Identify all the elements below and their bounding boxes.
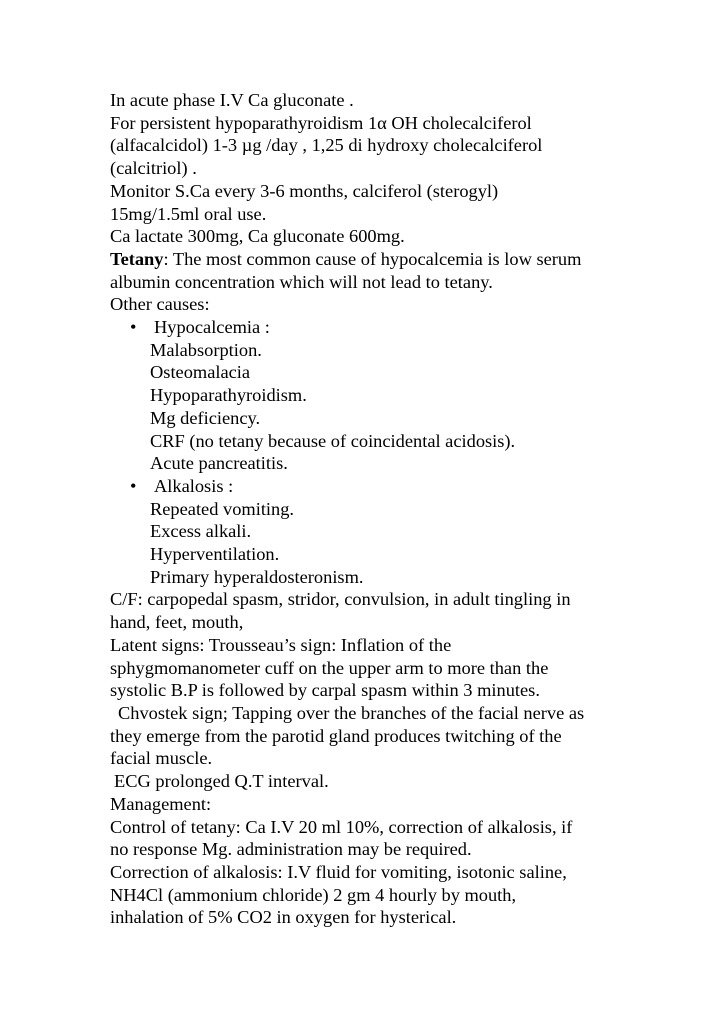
bullet-icon: • (130, 475, 137, 496)
cause-sub-item: Malabsorption. (150, 339, 262, 360)
chvostek-sign-line: they emerge from the parotid gland produces twitching of the (110, 725, 562, 746)
management-line: Control of tetany: Ca I.V 20 ml 10%, correction of alkalosis, if (110, 816, 573, 837)
document-page (110, 89, 710, 929)
clinical-features-line: hand, feet, mouth, (110, 612, 244, 633)
management-line: inhalation of 5% CO2 in oxygen for hysterical. (110, 907, 457, 928)
chvostek-sign-line: facial muscle. (110, 748, 213, 769)
tetany-definition-text: : The most common cause of hypocalcemia is low serum (163, 248, 582, 269)
latent-signs-line: sphygmomanometer cuff on the upper arm to more than the (110, 657, 549, 678)
cause-sub-item: Repeated vomiting. (150, 498, 295, 519)
cause-sub-item: Osteomalacia (150, 362, 251, 383)
management-line: no response Mg. administration may be required. (110, 839, 472, 860)
intro-line: (calcitriol) . (110, 158, 197, 179)
cause-sub-item: Hypoparathyroidism. (150, 385, 307, 406)
chvostek-sign-line: Chvostek sign; Tapping over the branches of the facial nerve as (118, 702, 585, 723)
intro-line: (alfacalcidol) 1-3 µg /day , 1,25 di hydroxy cholecalciferol (110, 135, 543, 156)
cause-bullet-item (110, 475, 710, 498)
tetany-definition-line (110, 248, 710, 271)
management-heading: Management: (110, 793, 212, 814)
cause-label: Hypocalcemia : (154, 317, 270, 338)
hypocalcemia-cause-group (110, 316, 710, 475)
cause-sub-item: Acute pancreatitis. (150, 453, 288, 474)
intro-line: 15mg/1.5ml oral use. (110, 203, 267, 224)
ecg-line: ECG prolonged Q.T interval. (114, 771, 329, 792)
cause-sub-item: Primary hyperaldosteronism. (150, 566, 364, 587)
cause-sub-item: Excess alkali. (150, 521, 252, 542)
cause-bullet-item (110, 316, 710, 339)
tetany-term: Tetany (110, 248, 164, 269)
cause-sub-item: Hyperventilation. (150, 544, 280, 565)
intro-line: For persistent hypoparathyroidism 1α OH cholecalciferol (110, 112, 532, 133)
latent-signs-line: Latent signs: Trousseau’s sign: Inflation of the (110, 634, 452, 655)
other-causes-heading: Other causes: (110, 294, 210, 315)
cause-sub-item: Mg deficiency. (150, 407, 261, 428)
intro-line: In acute phase I.V Ca gluconate . (110, 90, 354, 110)
cause-label: Alkalosis : (154, 475, 234, 496)
tetany-definition-continuation: albumin concentration which will not lead to tetany. (110, 271, 493, 292)
bullet-icon: • (130, 317, 137, 338)
alkalosis-cause-group (110, 475, 710, 589)
clinical-features-line: C/F: carpopedal spasm, stridor, convulsion, in adult tingling in (110, 589, 571, 610)
intro-line: Monitor S.Ca every 3-6 months, calciferol (sterogyl) (110, 180, 499, 201)
management-line: Correction of alkalosis: I.V fluid for vomiting, isotonic saline, (110, 861, 567, 882)
intro-line: Ca lactate 300mg, Ca gluconate 600mg. (110, 226, 405, 247)
management-line: NH4Cl (ammonium chloride) 2 gm 4 hourly by mouth, (110, 884, 517, 905)
latent-signs-line: systolic B.P is followed by carpal spasm within 3 minutes. (110, 680, 540, 701)
cause-sub-item: CRF (no tetany because of coincidental acidosis). (150, 430, 516, 451)
